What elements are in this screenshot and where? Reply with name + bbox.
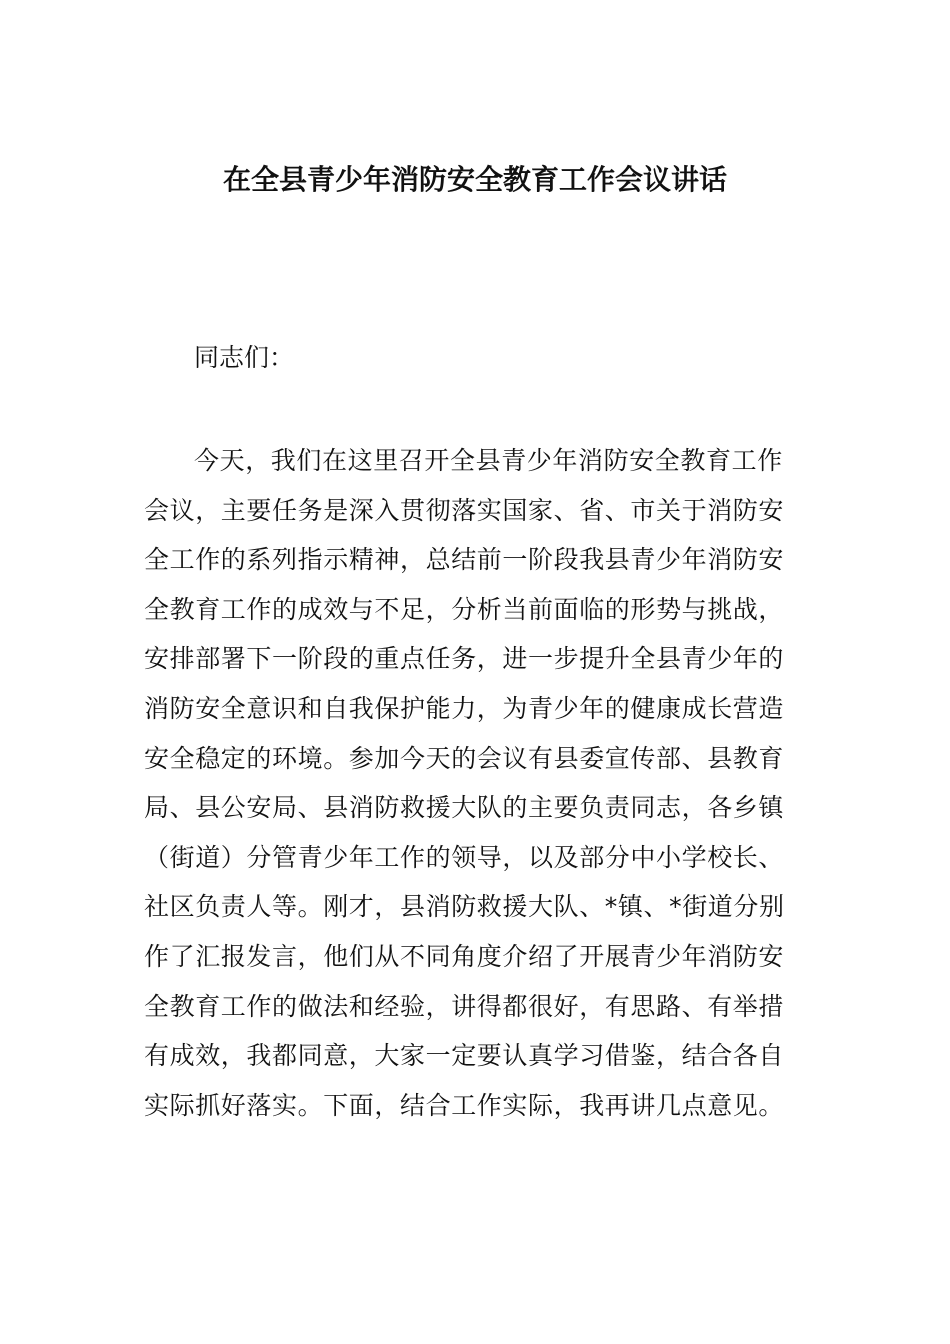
paragraph-line: 有成效，我都同意，大家一定要认真学习借鉴，结合各自 bbox=[144, 1041, 785, 1071]
paragraph-line: 安排部署下一阶段的重点任务，进一步提升全县青少年的 bbox=[144, 644, 785, 674]
paragraph-line: 会议，主要任务是深入贯彻落实国家、省、市关于消防安 bbox=[144, 495, 785, 525]
salutation: 同志们： bbox=[194, 343, 295, 372]
document-title: 在全县青少年消防安全教育工作会议讲话 bbox=[222, 163, 727, 196]
paragraph-line: 作了汇报发言，他们从不同角度介绍了开展青少年消防安 bbox=[144, 941, 785, 971]
paragraph-line: 今天，我们在这里召开全县青少年消防安全教育工作 bbox=[194, 446, 783, 475]
paragraph-line: 全工作的系列指示精神，总结前一阶段我县青少年消防安 bbox=[144, 545, 785, 575]
body-paragraph bbox=[144, 436, 806, 1130]
paragraph-line: 消防安全意识和自我保护能力，为青少年的健康成长营造 bbox=[144, 693, 785, 723]
paragraph-line: 社区负责人等。刚才，县消防救援大队、*镇、*街道分别 bbox=[144, 892, 785, 922]
paragraph-line: 全教育工作的做法和经验，讲得都很好，有思路、有举措 bbox=[144, 991, 785, 1021]
paragraph-line: 实际抓好落实。下面，结合工作实际，我再讲几点意见。 bbox=[144, 1090, 785, 1120]
paragraph-line: 安全稳定的环境。参加今天的会议有县委宣传部、县教育 bbox=[144, 743, 785, 773]
paragraph-line: 全教育工作的成效与不足，分析当前面临的形势与挑战， bbox=[144, 594, 785, 624]
paragraph-line: 局、县公安局、县消防救援大队的主要负责同志，各乡镇 bbox=[144, 793, 785, 823]
paragraph-line: （街道）分管青少年工作的领导，以及部分中小学校长、 bbox=[144, 842, 785, 872]
